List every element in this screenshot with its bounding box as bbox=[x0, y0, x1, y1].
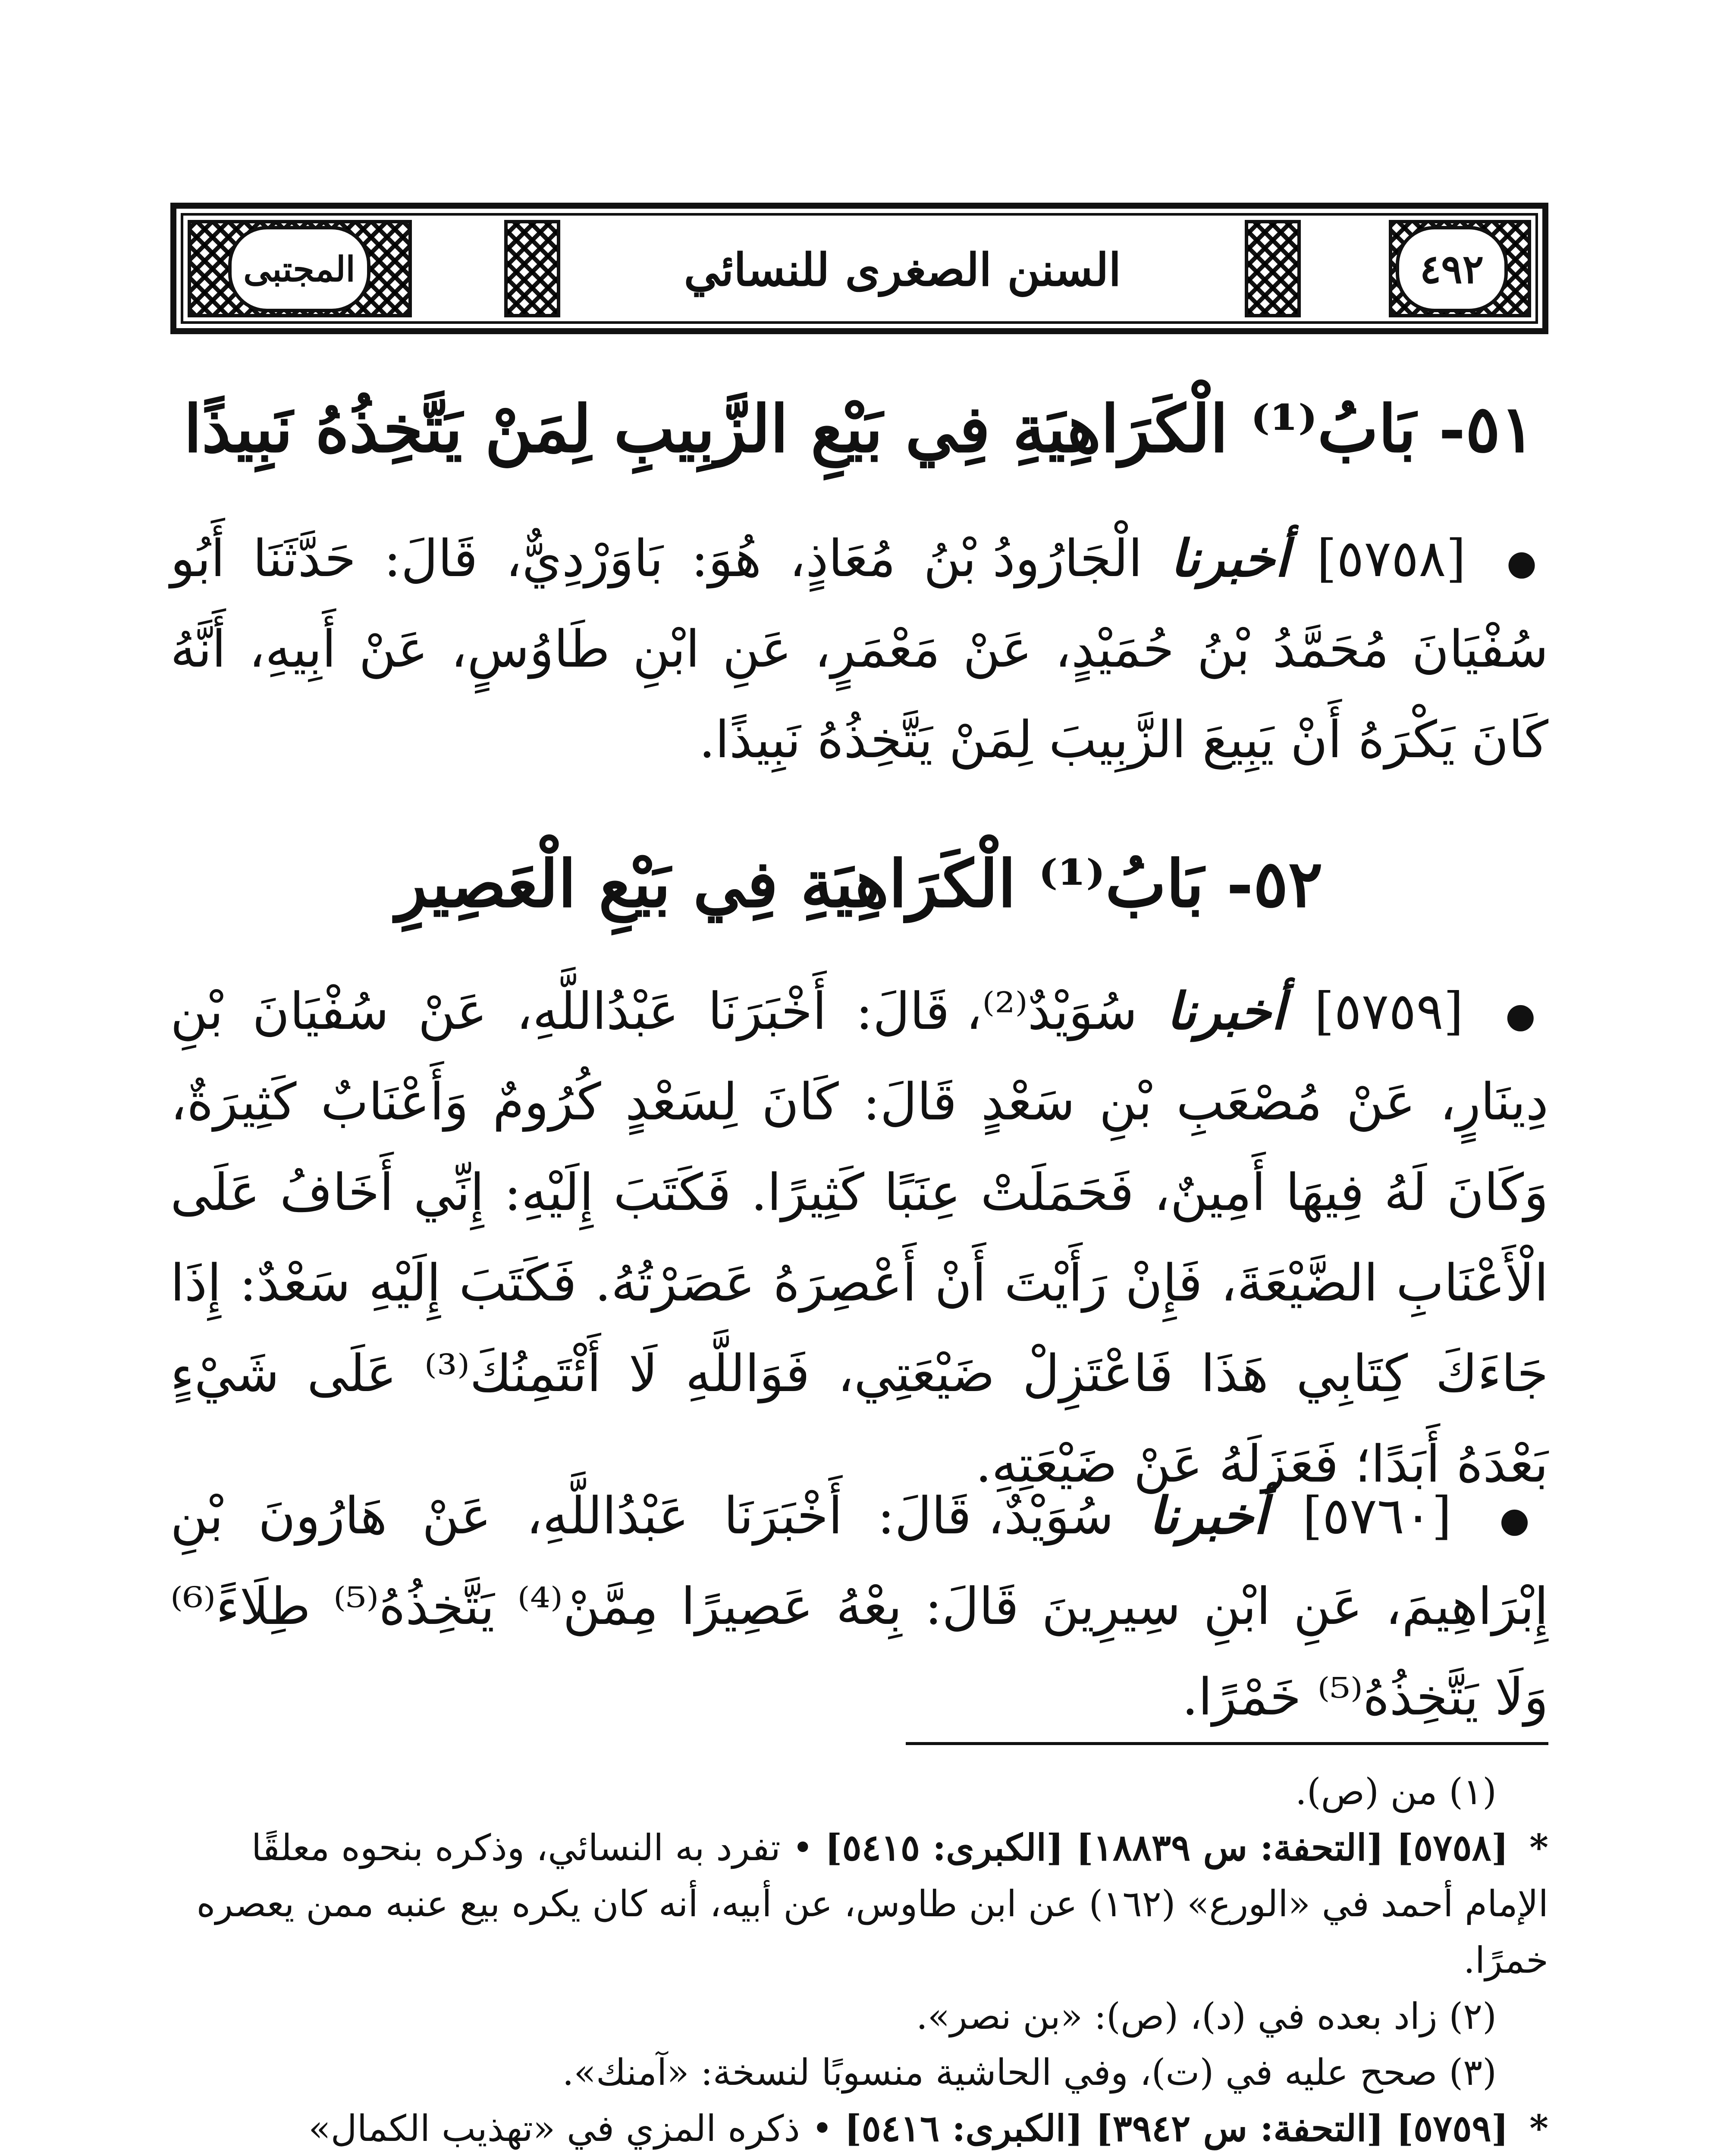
asterisk-icon: * bbox=[1529, 2107, 1548, 2150]
page-header-ornament bbox=[170, 203, 1548, 334]
header-ornament-mid-left bbox=[504, 220, 560, 317]
hadith-lead: أخبرنا bbox=[1170, 528, 1289, 588]
bullet-icon: ● bbox=[1507, 542, 1548, 583]
chapter-51-heading: ٥١- بَابُ⁽¹⁾ الْكَرَاهِيَةِ فِي بَيْعِ الزَّبِيبِ لِمَنْ يَتَّخِذُهُ نَبِيذًا bbox=[184, 391, 1535, 467]
takhrij-label: [٥٧٥٩] [التحفة: س ٣٩٤٢] [الكبرى: ٥٤١٦] bbox=[844, 2107, 1509, 2150]
hadith-text: سُوَيْدٌ⁽²⁾، قَالَ: أَخْبَرَنَا عَبْدُاللَّهِ، عَنْ سُفْيَانَ بْنِ دِينَارٍ، عَنْ مُصْعَبِ بْنِ سَعْدٍ قَالَ: كَانَ لِسَعْدٍ كُرُومٌ وَأَعْنَابٌ كَثِيرَةٌ، وَكَانَ لَهُ فِيهَا أَمِينٌ، فَحَمَلَتْ عِنَبًا كَثِيرًا. فَكَتَبَ إِلَيْهِ: إِنِّي أَخَافُ عَلَى الْأَعْنَابِ الضَّيْعَةَ، فَإِنْ رَأَيْتَ أَنْ أَعْصِرَهُ عَصَرْتُهُ. فَكَتَبَ إِلَيْهِ سَعْدٌ: إِذَا جَاءَكَ كِتَابِي هَذَا فَاعْتَزِلْ ضَيْعَتِي، فَوَاللَّهِ لَا أَئْتَمِنُكَ⁽³⁾ عَلَى شَيْءٍ بَعْدَهُ أَبَدًا؛ فَعَزَلَهُ عَنْ ضَيْعَتِهِ. bbox=[170, 981, 1548, 1494]
footnote-3: (٣) صحح عليه في (ت)، وفي الحاشية منسوبًا لنسخة: «آمنك». bbox=[562, 2051, 1497, 2093]
takhrij-5758 bbox=[170, 1820, 1548, 1988]
hadith-lead: أخبرنا bbox=[1166, 981, 1285, 1041]
hadith-5759 bbox=[170, 966, 1548, 1509]
chapter-52-heading: ٥٢- بَابُ⁽¹⁾ الْكَرَاهِيَةِ فِي بَيْعِ الْعَصِيرِ bbox=[396, 846, 1323, 922]
hadith-text: سُوَيْدٌ، قَالَ: أَخْبَرَنَا عَبْدُاللَّهِ، عَنْ هَارُونَ بْنِ إِبْرَاهِيمَ، عَنِ ابْنِ سِيرِينَ قَالَ: بِعْهُ عَصِيرًا مِمَّنْ⁽⁴⁾ يَتَّخِذُهُ⁽⁵⁾ طِلَاءً⁽⁶⁾ وَلَا يَتَّخِذُهُ⁽⁵⁾ خَمْرًا. bbox=[170, 1486, 1548, 1727]
header-book-name: المجتبى bbox=[228, 226, 370, 312]
takhrij-label: [٥٧٥٨] [التحفة: س ١٨٨٣٩] [الكبرى: ٥٤١٥] bbox=[825, 1826, 1509, 1869]
hadith-number: [٥٧٥٩] bbox=[1314, 981, 1463, 1041]
hadith-5758 bbox=[170, 513, 1548, 785]
bullet-icon: ● bbox=[1505, 995, 1548, 1036]
takhrij-text: • ذكره المزي في «تهذيب الكمال» bbox=[308, 2107, 833, 2150]
hadith-lead: أخبرنا bbox=[1149, 1485, 1268, 1545]
hadith-text: الْجَارُودُ بْنُ مُعَاذٍ، هُوَ: بَاوَرْدِيٌّ، قَالَ: حَدَّثَنَا أَبُو سُفْيَانَ مُحَمَّدُ بْنُ حُمَيْدٍ، عَنْ مَعْمَرٍ، عَنِ ابْنِ طَاوُسٍ، عَنْ أَبِيهِ، أَنَّهُ كَانَ يَكْرَهُ أَنْ يَبِيعَ الزَّبِيبَ لِمَنْ يَتَّخِذُهُ نَبِيذًا. bbox=[170, 529, 1548, 770]
hadith-5760 bbox=[170, 1470, 1548, 1742]
footnote-separator bbox=[906, 1742, 1548, 1745]
header-title: السنن الصغرى للنسائي bbox=[684, 243, 1121, 296]
footnotes bbox=[170, 1764, 1548, 2156]
footnote-1: (١) من (ص). bbox=[1295, 1771, 1497, 1813]
takhrij-text: • تفرد به النسائي، وذكره بنحوه معلقًا الإمام أحمد في «الورع» (١٦٢) عن ابن طاوس، عن أبيه، أنه كان يكره بيع عنبه ممن يعصره خمرًا. bbox=[196, 1827, 1548, 1981]
asterisk-icon: * bbox=[1529, 1826, 1548, 1869]
hadith-number: [٥٧٥٨] bbox=[1317, 529, 1466, 588]
page-number: ٤٩٢ bbox=[1396, 226, 1508, 312]
footnote-2: (٢) زاد بعده في (د)، (ص): «بن نصر». bbox=[916, 1995, 1497, 2037]
bullet-icon: ● bbox=[1499, 1500, 1549, 1540]
takhrij-5759 bbox=[170, 2100, 1548, 2156]
hadith-number: [٥٧٦٠] bbox=[1302, 1486, 1452, 1545]
header-ornament-mid-right bbox=[1245, 220, 1301, 317]
